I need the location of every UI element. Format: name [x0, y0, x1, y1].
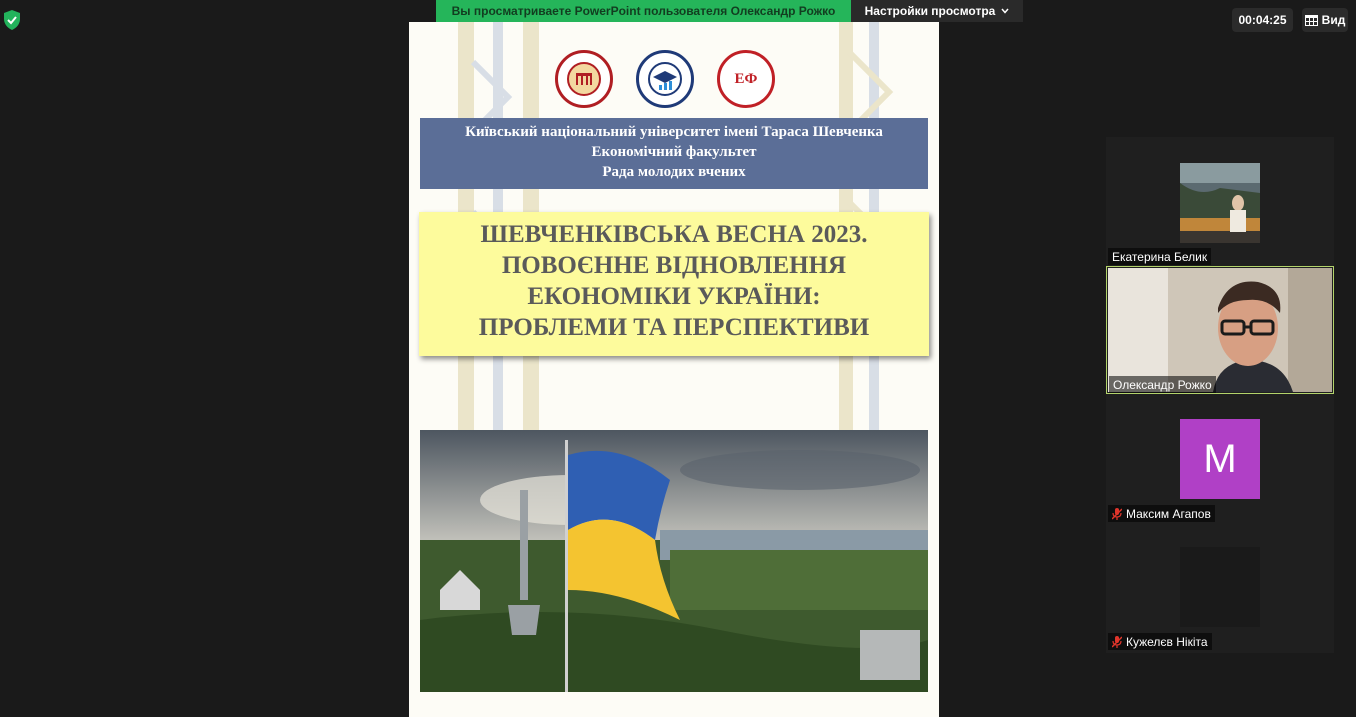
title-line-4: ПРОБЛЕМИ ТА ПЕРСПЕКТИВИ	[478, 314, 870, 341]
participant-name-tag	[1108, 248, 1211, 265]
grid-icon	[1305, 15, 1318, 26]
university-emblem-icon	[566, 61, 602, 97]
participant-video	[1108, 268, 1332, 392]
university-name: Київський національний університет імені Тараса Шевченка	[465, 124, 883, 140]
conference-title-box	[419, 212, 929, 356]
share-banner-text: Вы просматриваете PowerPoint пользователя Олександр Рожко	[451, 4, 836, 18]
participants-panel	[1106, 137, 1334, 653]
avatar-letter: M	[1203, 436, 1237, 481]
participant-tile-active-speaker[interactable]	[1106, 266, 1334, 394]
participant-name-tag	[1109, 376, 1216, 393]
participant-name: Кужелєв Нікіта	[1126, 634, 1208, 649]
title-line-2: ПОВОЄННЕ ВІДНОВЛЕННЯ	[501, 252, 847, 279]
chevron-down-icon	[1001, 8, 1009, 14]
ef-logo-text: ЕФ	[734, 70, 758, 87]
muted-mic-icon	[1112, 636, 1122, 648]
screen-share-banner	[436, 0, 851, 22]
participant-name-tag	[1108, 633, 1212, 650]
timer-value: 00:04:25	[1238, 13, 1287, 27]
participant-name: Олександр Рожко	[1113, 377, 1212, 392]
participant-tile[interactable]	[1106, 522, 1334, 650]
muted-mic-icon	[1112, 508, 1122, 520]
title-line-1: ШЕВЧЕНКІВСЬКА ВЕСНА 2023.	[480, 221, 868, 248]
university-info-box	[420, 118, 928, 189]
participant-name: Максим Агапов	[1126, 506, 1211, 521]
faculty-name: Економічний факультет	[591, 144, 757, 160]
ef-logo	[717, 50, 775, 108]
view-settings-label: Настройки просмотра	[864, 4, 996, 18]
economics-faculty-logo	[636, 50, 694, 108]
avatar	[1180, 419, 1260, 499]
shared-presentation-slide	[409, 22, 939, 717]
security-shield-icon[interactable]	[2, 9, 22, 31]
council-name: Рада молодих вчених	[602, 164, 746, 180]
view-button[interactable]	[1302, 8, 1348, 32]
kyiv-university-logo	[555, 50, 613, 108]
participant-tile[interactable]	[1106, 394, 1334, 522]
meeting-timer	[1232, 8, 1293, 32]
logos-row	[555, 50, 775, 106]
participant-name-tag	[1108, 505, 1215, 522]
participant-video	[1180, 163, 1260, 243]
participant-name: Екатерина Белик	[1112, 249, 1208, 264]
view-settings-dropdown[interactable]	[851, 0, 1023, 22]
kyiv-flag-photo	[420, 430, 928, 692]
video-off-placeholder	[1180, 547, 1260, 627]
participant-tile[interactable]	[1106, 137, 1334, 265]
graduation-cap-icon	[647, 61, 683, 97]
view-button-label: Вид	[1321, 13, 1346, 27]
title-line-3: ЕКОНОМІКИ УКРАЇНИ:	[527, 283, 821, 310]
